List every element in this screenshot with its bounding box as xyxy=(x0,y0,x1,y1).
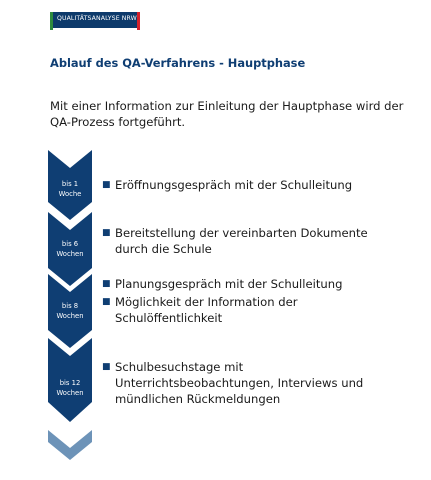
logo-red-accent xyxy=(137,12,140,30)
step-1-bullet-1-text: Eröffnungsgespräch mit der Schulleitung xyxy=(115,178,353,192)
logo-text: QUALITÄTSANALYSE NRW xyxy=(57,15,137,22)
step-2-duration-value: bis 6 xyxy=(61,240,79,248)
step-2-duration xyxy=(48,239,92,259)
step-4-bullet-1-text: Schulbesuchstage mit Unterrichtsbeobachtungen, Interviews und mündlichen Rückmeldungen xyxy=(115,360,364,406)
logo-green-accent xyxy=(50,12,53,30)
step-3-duration xyxy=(48,301,92,321)
list-item xyxy=(102,177,402,193)
timeline-chevrons xyxy=(48,150,92,465)
bullet-icon: ■ xyxy=(102,228,111,238)
step-4-duration-unit: Wochen xyxy=(56,389,84,397)
step-3-duration-unit: Wochen xyxy=(56,312,84,320)
bullet-icon: ■ xyxy=(102,297,111,307)
step-3-bullet-2-text: Möglichkeit der Information der Schulöffentlichkeit xyxy=(115,295,298,325)
step-4-bullets xyxy=(102,359,402,409)
step-3-bullets xyxy=(102,276,402,328)
bullet-icon: ■ xyxy=(102,279,111,289)
step-2-bullet-1-text: Bereitstellung der vereinbarten Dokumente durch die Schule xyxy=(115,226,368,256)
list-item xyxy=(102,276,402,292)
step-3-duration-value: bis 8 xyxy=(61,302,79,310)
list-item xyxy=(102,294,402,326)
list-item xyxy=(102,359,402,407)
page-title: Ablauf des QA-Verfahrens - Hauptphase xyxy=(50,56,306,70)
bullet-icon: ■ xyxy=(102,362,111,372)
step-1-bullets xyxy=(102,177,402,195)
list-item xyxy=(102,225,402,257)
step-3-bullet-1-text: Planungsgespräch mit der Schulleitung xyxy=(115,277,343,291)
bullet-icon: ■ xyxy=(102,180,111,190)
step-1-duration-unit: Woche xyxy=(58,190,82,198)
step-2-duration-unit: Wochen xyxy=(56,250,84,258)
intro-text: Mit einer Information zur Einleitung der Hauptphase wird der QA-Prozess fortgeführt. xyxy=(50,99,404,129)
step-4-duration-value: bis 12 xyxy=(59,379,81,387)
final-arrow xyxy=(48,430,92,460)
step-4-duration xyxy=(48,378,92,398)
logo xyxy=(50,12,140,30)
step-2-bullets xyxy=(102,225,402,259)
step-1-duration xyxy=(48,179,92,199)
step-1-duration-value: bis 1 xyxy=(61,180,79,188)
